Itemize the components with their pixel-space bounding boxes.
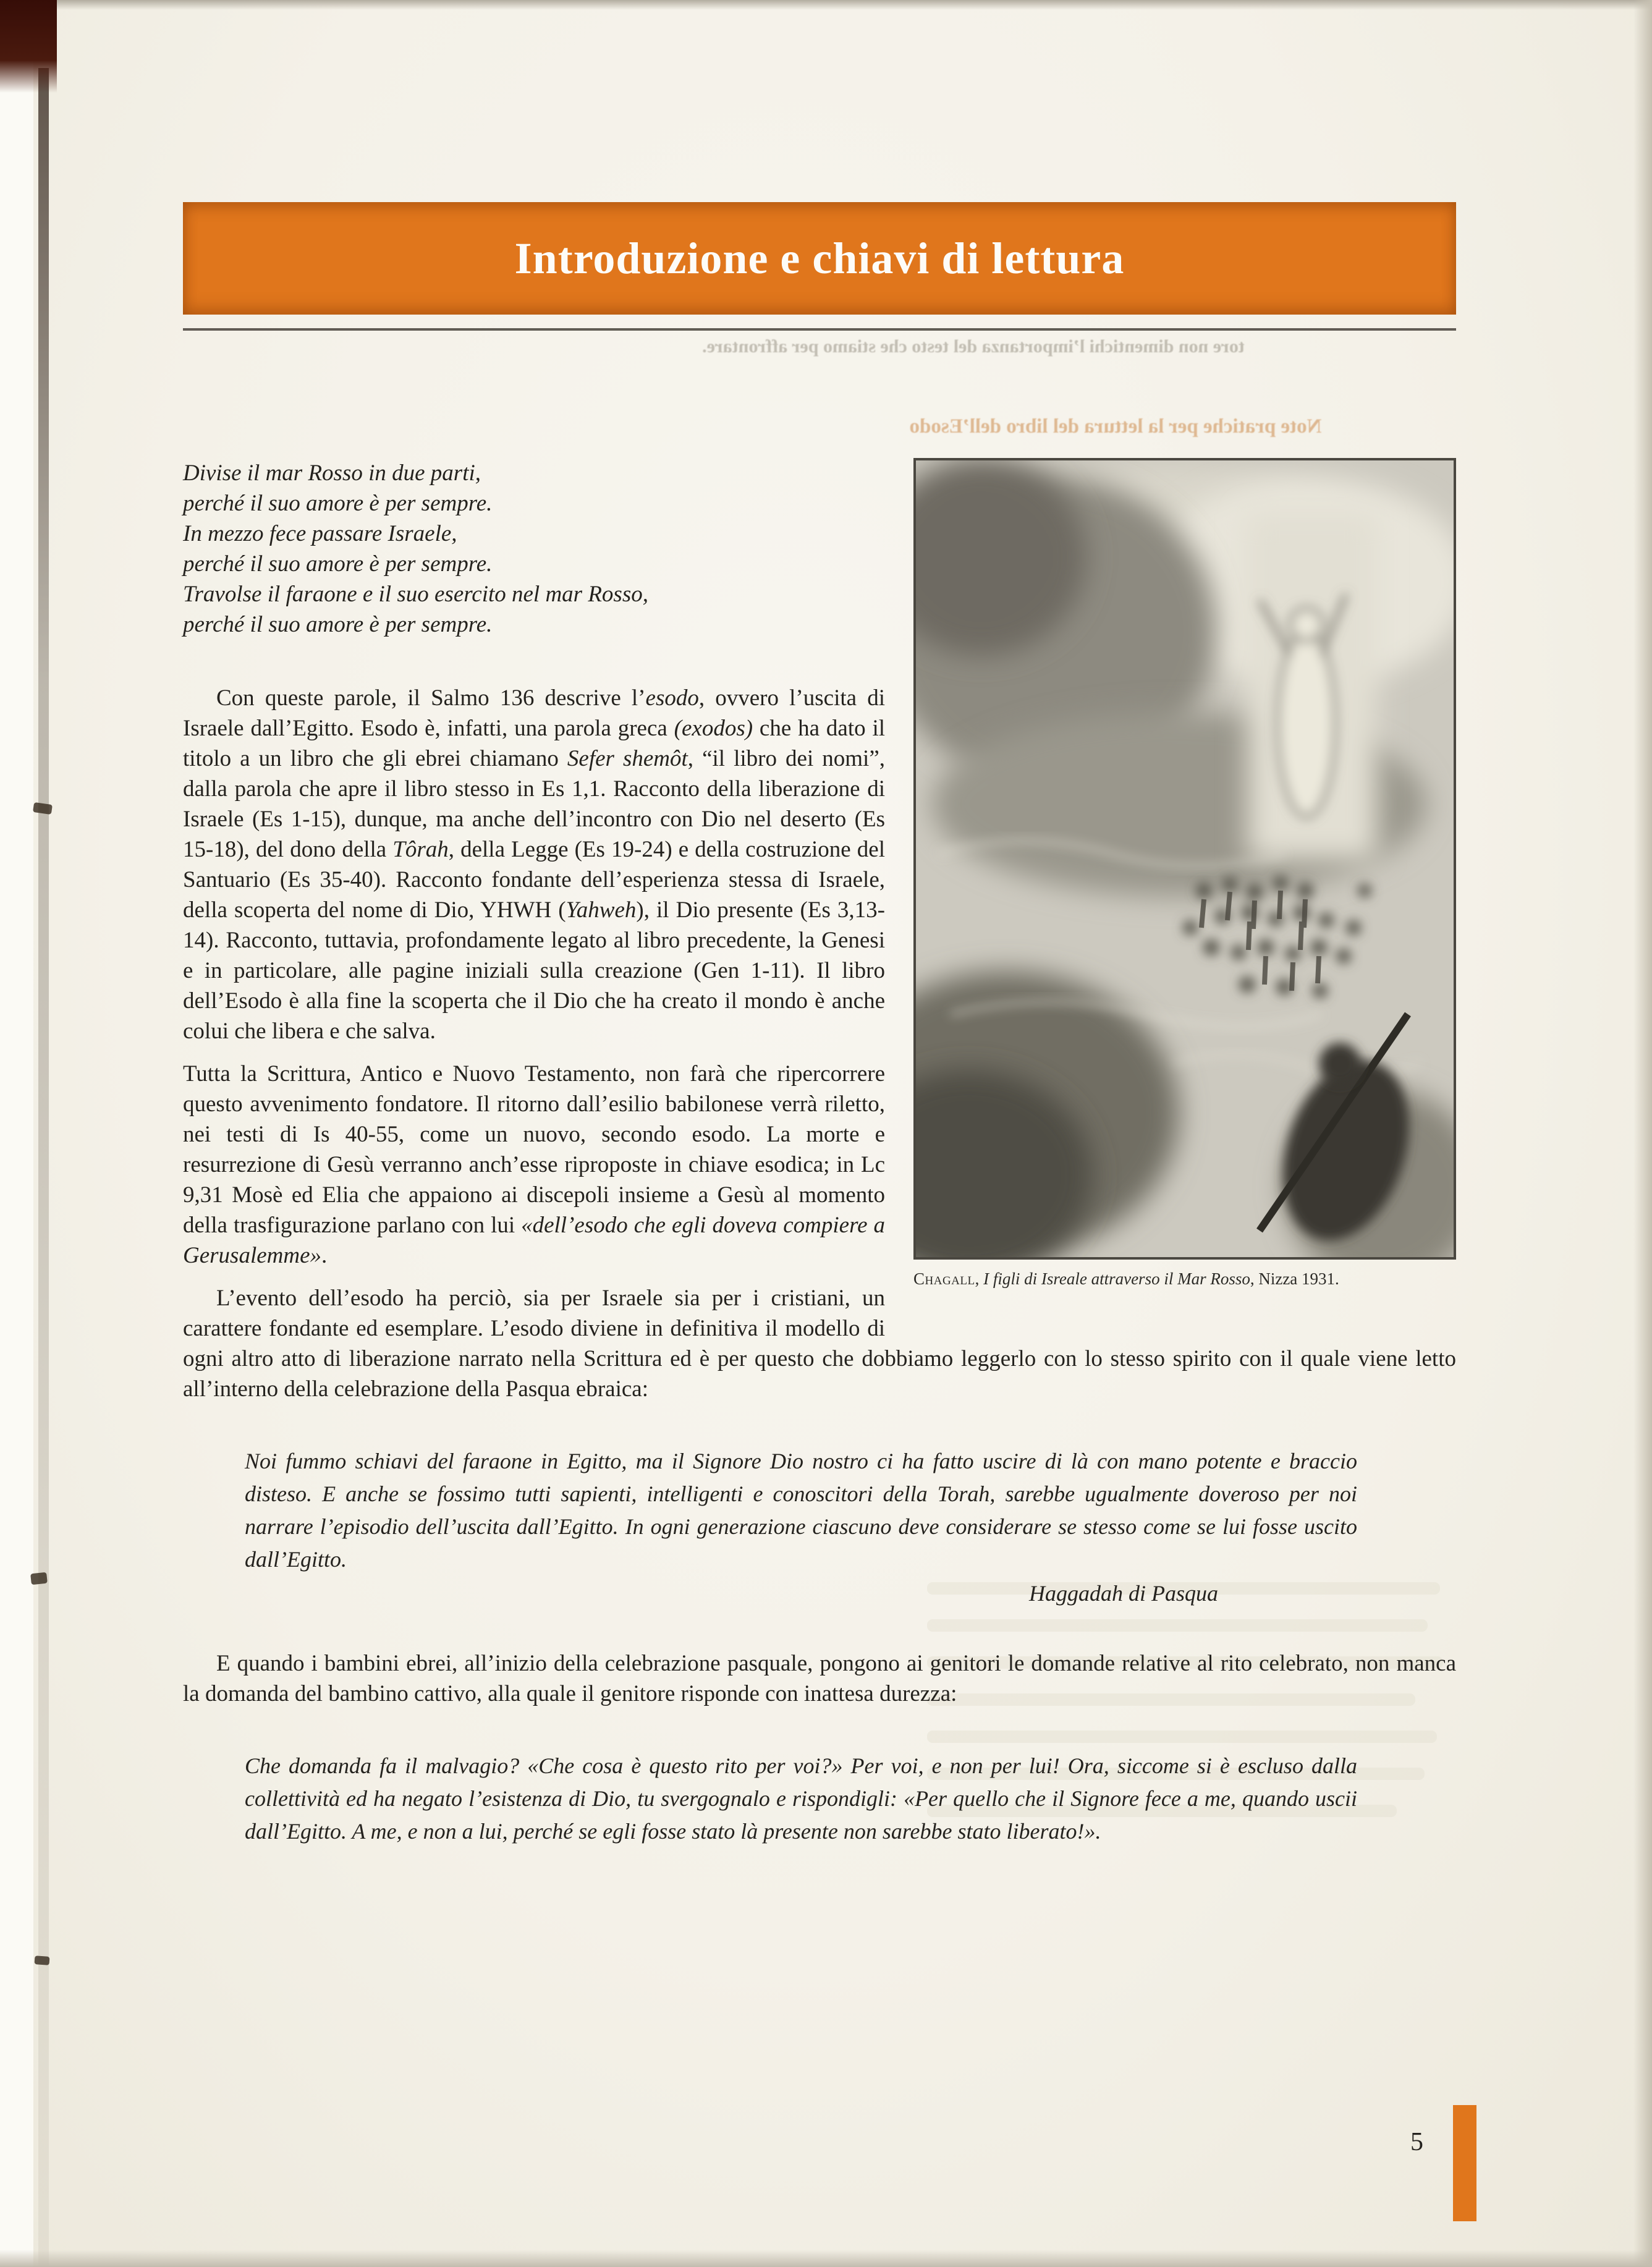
scan-edge-shadow-top: [0, 0, 1652, 10]
poem-line: In mezzo fece passare Israele,: [183, 521, 457, 546]
quote-haggadah-text: Noi fummo schiavi del faraone in Egitto, ma il Signore Dio nostro ci ha fatto uscire di là con mano potente e braccio disteso. E anche se fossimo tutti sapienti, intelligenti e conoscitori della Torah, sarebbe ugualmente doveroso per noi narrare l’episodio dell’uscita dall’Egitto. In ogni generazione ciascuno deve considerare se stesso come se lui fosse uscito dall’Egitto.: [245, 1449, 1357, 1572]
header-banner: [183, 202, 1456, 315]
page-title: Introduzione e chiavi di lettura: [514, 233, 1125, 283]
caption-tail: , Nizza 1931.: [1250, 1269, 1339, 1288]
caption-title: I figli di Isreale attraverso il Mar Rosso: [983, 1269, 1250, 1288]
paragraph-scrittura: Tutta la Scrittura, Antico e Nuovo Testamento, non farà che ripercorrere questo avvenimento fondatore. Il ritorno dall’esilio babilonese verrà riletto, nei testi di Is 40-55, come un nuovo, secondo esodo. La morte e resurrezione di Gesù verranno anch’esse riproposte in chiave esodica; in Lc 9,31 Mosè ed Elia che appaiono ai discepoli insieme a Gesù al momento della trasfigurazione parlano con lui «dell’esodo che egli doveva compiere a Gerusalemme».: [183, 1061, 885, 1268]
page-number: 5: [1410, 2128, 1423, 2156]
text-flow: [183, 458, 1456, 1848]
quote-haggadah: [245, 1445, 1357, 1610]
poem-line: perché il suo amore è per sempre.: [183, 551, 493, 577]
scan-edge-shadow-right: [1633, 0, 1652, 2267]
chagall-painting-image: [913, 458, 1456, 1260]
figure-chagall: [913, 458, 1456, 1289]
scan-speck: [33, 802, 53, 815]
divider-rule: [183, 328, 1456, 331]
paragraph-esodo-intro: Con queste parole, il Salmo 136 descrive l’esodo, ovvero l’uscita di Israele dall’Egitto. Esodo è, infatti, una parola greca (exodos) che ha dato il titolo a un libro che gli ebrei chiamano Sefer shemôt, “il libro dei nomi”, dalla parola che apre il libro stesso in Es 1,1. Racconto della liberazione di Israele (Es 1-15), dunque, ma anche dell’incontro con Dio nel deserto (Es 15-18), del dono della Tôrah, della Legge (Es 19-24) e della costruzione del Santuario (Es 35-40). Racconto fondante dell’esperienza stessa di Israele, della scoperta del nome di Dio, YHWH (Yahweh), il Dio presente (Es 3,13-14). Racconto, tuttavia, profondamente legato al libro precedente, la Genesi e in particolare, alle pagine iniziali sulla creazione (Gen 1-11). Il libro dell’Esodo è alla fine la scoperta che il Dio che ha creato il mondo è anche colui che libera e che salva.: [183, 685, 886, 1044]
bleed-through-heading: Note pratiche per la lettura del libro dell’Esodo: [909, 415, 1322, 438]
figure-caption: [913, 1268, 1456, 1289]
caption-artist: Chagall: [913, 1269, 975, 1288]
poem-line: perché il suo amore è per sempre.: [183, 612, 493, 637]
quote-haggadah-attribution: Haggadah di Pasqua: [1029, 1581, 1218, 1606]
scan-gutter-shadow: [38, 68, 49, 2267]
quote-malvagio: [245, 1750, 1357, 1848]
page-content: [183, 202, 1456, 1886]
scan-edge-shadow-bottom: [0, 2250, 1652, 2267]
bleed-through-text: tore non dimentichi l’importanza del testo che stiamo per affrontare.: [702, 336, 1245, 357]
scan-left-margin: [0, 0, 33, 2267]
poem-line: Divise il mar Rosso in due parti,: [183, 460, 481, 486]
scan-speck: [30, 1572, 48, 1585]
page-number-accent-bar: [1453, 2105, 1476, 2221]
quote-malvagio-text: Che domanda fa il malvagio? «Che cosa è questo rito per voi?» Per voi, e non per lui! Ora, siccome si è escluso dalla collettività ed ha negato l’esistenza di Dio, tu svergognalo e rispondigli: «Per quello che il Signore fece a me, quando uscii dall’Egitto. A me, e non a lui, perché se egli fosse stato là presente non sarebbe stato liberato!».: [245, 1753, 1357, 1844]
poem-line: Travolse il faraone e il suo esercito nel mar Rosso,: [183, 582, 648, 607]
scan-corner-shadow: [0, 0, 57, 93]
paragraph-bambini-ebrei: E quando i bambini ebrei, all’inizio della celebrazione pasquale, pongono ai genitori le domande relative al rito celebrato, non manca la domanda del bambino cattivo, alla quale il genitore risponde con inattesa durezza:: [183, 1651, 1456, 1706]
poem-line: perché il suo amore è per sempre.: [183, 491, 493, 516]
caption-separator: ,: [975, 1269, 984, 1288]
scan-speck: [35, 1956, 50, 1965]
paragraph-evento-esodo: L’evento dell’esodo ha perciò, sia per Israele sia per i cristiani, un carattere fondante ed esemplare. L’esodo diviene in definitiva il modello di ogni altro atto di liberazione narrato nella Scrittura ed è per questo che dobbiamo leggerlo con lo stesso spirito con il quale viene letto all’interno della celebrazione della Pasqua ebraica:: [183, 1286, 1456, 1402]
